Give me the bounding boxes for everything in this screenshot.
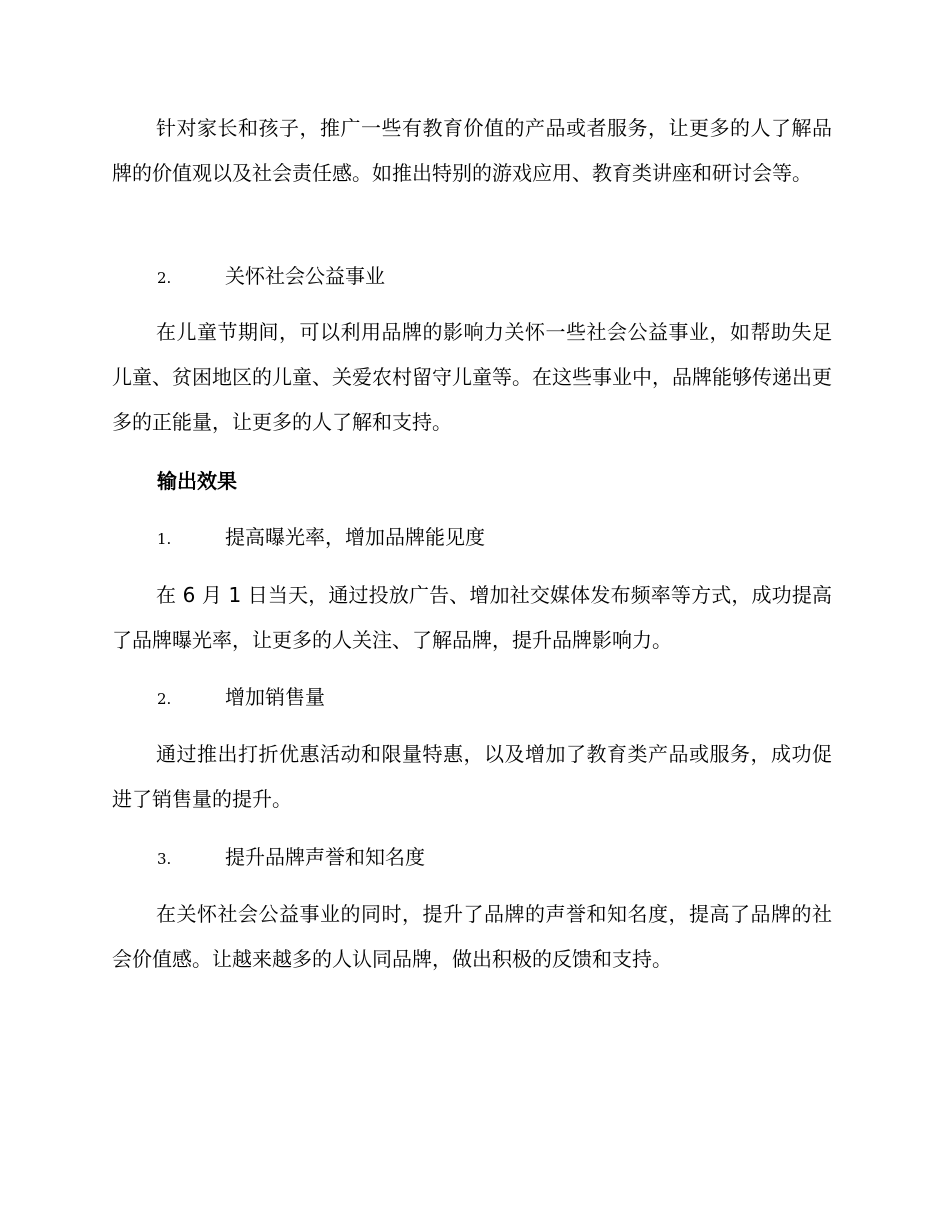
paragraph-sales: 通过推出打折优惠活动和限量特惠，以及增加了教育类产品或服务，成功促进了销售量的提升。 bbox=[112, 742, 832, 811]
list-label: 提升品牌声誉和知名度 bbox=[225, 845, 425, 869]
section-heading-results: 输出效果 bbox=[157, 469, 237, 493]
list-item-exposure bbox=[157, 515, 485, 560]
list-label: 增加销售量 bbox=[225, 685, 325, 709]
list-number: 2. bbox=[157, 690, 172, 708]
list-item-charity bbox=[157, 254, 385, 299]
list-item-reputation bbox=[157, 835, 425, 880]
paragraph-education-products: 针对家长和孩子，推广一些有教育价值的产品或者服务，让更多的人了解品牌的价值观以及社会责任感。如推出特别的游戏应用、教育类讲座和研讨会等。 bbox=[112, 116, 832, 185]
paragraph-charity: 在儿童节期间，可以利用品牌的影响力关怀一些社会公益事业，如帮助失足儿童、贫困地区的儿童、关爱农村留守儿童等。在这些事业中，品牌能够传递出更多的正能量，让更多的人了解和支持。 bbox=[112, 320, 832, 434]
list-label: 关怀社会公益事业 bbox=[225, 264, 385, 288]
paragraph-reputation: 在关怀社会公益事业的同时，提升了品牌的声誉和知名度，提高了品牌的社会价值感。让越来越多的人认同品牌，做出积极的反馈和支持。 bbox=[112, 902, 832, 971]
list-number: 1. bbox=[157, 530, 172, 548]
list-label: 提高曝光率，增加品牌能见度 bbox=[225, 525, 485, 549]
list-item-sales bbox=[157, 675, 325, 720]
list-number: 3. bbox=[157, 850, 172, 868]
list-number: 2. bbox=[157, 269, 172, 287]
paragraph-exposure: 在 6 月 1 日当天，通过投放广告、增加社交媒体发布频率等方式，成功提高了品牌曝光率，让更多的人关注、了解品牌，提升品牌影响力。 bbox=[112, 583, 832, 652]
